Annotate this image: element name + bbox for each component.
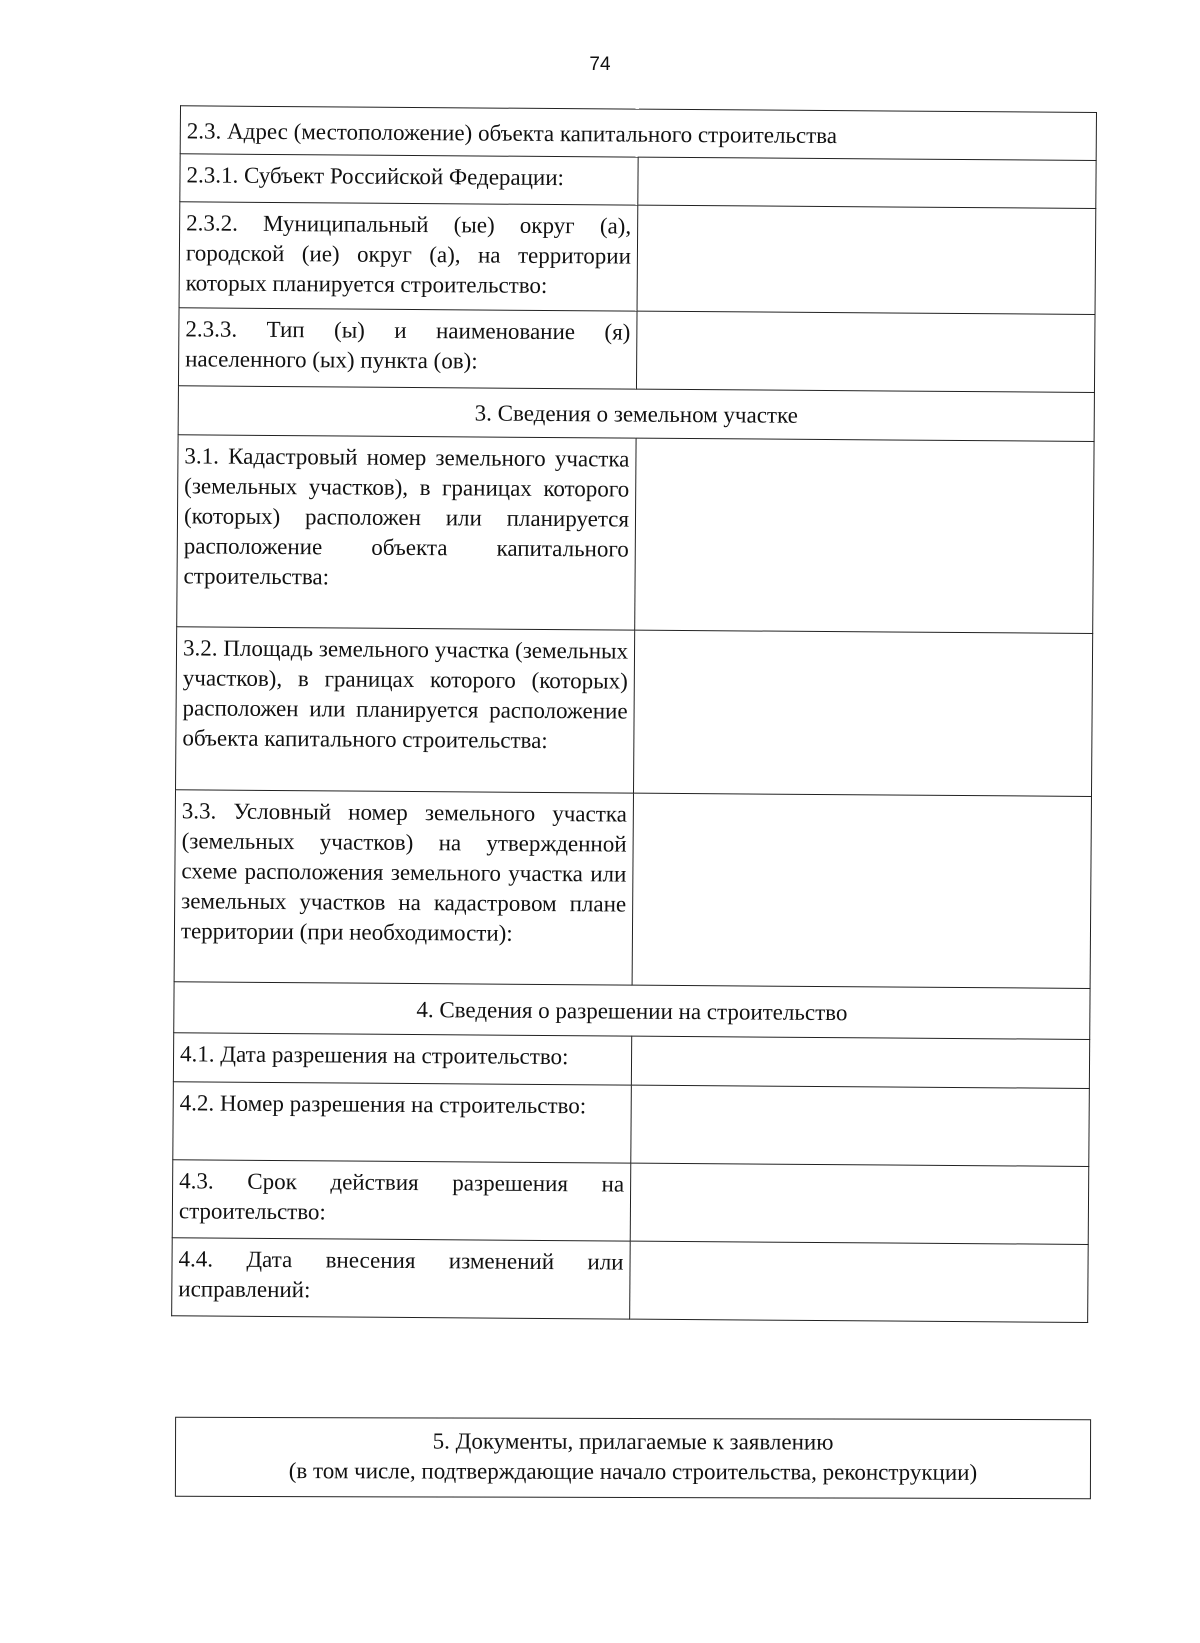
field-value-land-area[interactable] [633, 630, 1092, 796]
field-label-permit-number: 4.2. Номер разрешения на строительство: [173, 1082, 632, 1163]
table-row [177, 435, 1094, 634]
table-row [172, 1160, 1089, 1245]
application-form-table [171, 105, 1097, 1323]
table-row [174, 790, 1091, 989]
section-5-title-line-1: 5. Документы, прилагаемые к заявлению [432, 1428, 834, 1455]
field-label-permit-validity: 4.3. Срок действия разрешения на строительство: [172, 1160, 631, 1241]
page-number: 74 [589, 54, 611, 75]
field-value-municipal-district[interactable] [637, 205, 1096, 314]
field-label-municipal-district: 2.3.2. Муниципальный (ые) округ (а), городской (ие) округ (а), на территории которых планируется строительство: [179, 202, 638, 311]
field-value-subject[interactable] [638, 157, 1096, 208]
section-2-3-header-row [180, 106, 1096, 161]
section-5-documents-box [175, 1417, 1091, 1499]
table-row [179, 202, 1096, 315]
field-value-permit-validity[interactable] [630, 1163, 1089, 1244]
table-row [173, 1033, 1089, 1089]
table-row [180, 154, 1096, 209]
section-3-header-row [178, 386, 1094, 442]
field-value-cadastral-number[interactable] [635, 438, 1094, 633]
field-label-permit-date: 4.1. Дата разрешения на строительство: [173, 1033, 631, 1085]
table-row [172, 1238, 1089, 1323]
table-row [178, 308, 1095, 393]
field-label-cadastral-number: 3.1. Кадастровый номер земельного участка (земельных участков), в границах которого (которых) расположен или планируется расположение объекта капитального строительства: [177, 435, 636, 630]
field-value-conditional-number[interactable] [632, 793, 1091, 988]
table-row [173, 1082, 1090, 1167]
field-label-conditional-number: 3.3. Условный номер земельного участка (земельных участков) на утвержденной схеме расположения земельного участка или земельных участков на кадастровом плане территории (при необходимости): [174, 790, 633, 985]
section-4-header-row [174, 982, 1090, 1040]
field-value-permit-date[interactable] [631, 1036, 1089, 1088]
field-value-settlement[interactable] [636, 311, 1095, 392]
field-label-amendment-date: 4.4. Дата внесения изменений или исправлений: [172, 1238, 631, 1319]
table-row [176, 627, 1093, 797]
field-value-permit-number[interactable] [631, 1085, 1090, 1166]
field-value-amendment-date[interactable] [630, 1241, 1089, 1322]
section-4-title: 4. Сведения о разрешении на строительство [174, 982, 1090, 1040]
field-label-settlement: 2.3.3. Тип (ы) и наименование (я) населенного (ых) пункта (ов): [178, 308, 637, 389]
field-label-land-area: 3.2. Площадь земельного участка (земельных участков), в границах которого (которых) расположен или планируется расположение объекта капитального строительства: [176, 627, 635, 793]
section-3-title: 3. Сведения о земельном участке [178, 386, 1094, 442]
field-label-subject: 2.3.1. Субъект Российской Федерации: [180, 154, 638, 205]
section-2-3-title: 2.3. Адрес (местоположение) объекта капитального строительства [180, 106, 1096, 161]
section-5-title-line-2: (в том числе, подтверждающие начало строительства, реконструкции) [288, 1458, 978, 1485]
